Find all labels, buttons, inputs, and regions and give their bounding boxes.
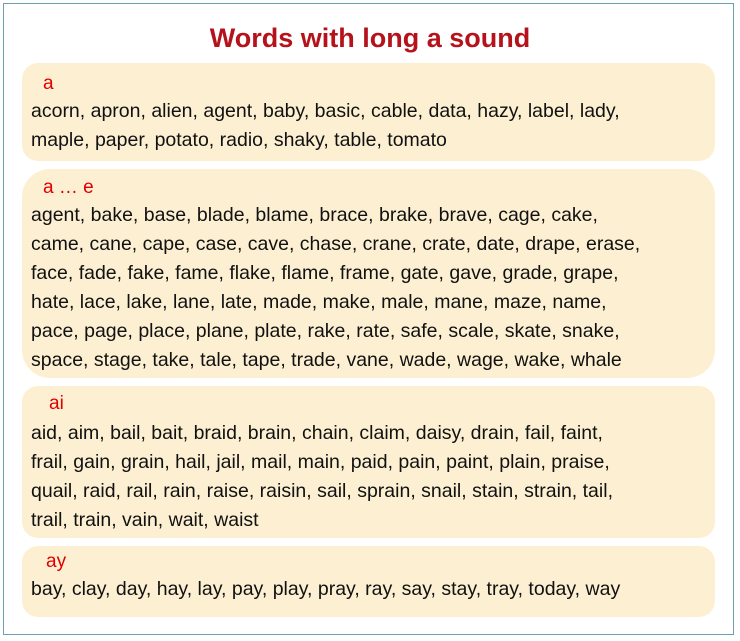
word-list: aid, aim, bail, bait, braid, brain, chain, claim, daisy, drain, fail, faint, frail, gain, grain, hail, jail, mail, main, paid, pain, paint, plain, praise, quail, raid, rail, rain, raise, raisin, sail, sprain, snail, stain, strain, tail, trail, train, vain, wait, waist [31,422,613,531]
section-ay [22,546,715,617]
word-list: agent, bake, base, blade, blame, brace, brake, brave, cage, cake, came, cane, cape, case, cave, chase, crane, crate, date, drape, erase, face, fade, fake, fame, flake, flame, frame, gate, gave, grade, grape, hate, lace, lake, lane, late, made, make, male, mane, maze, name, pace, page, place, plane, plate, rake, rate, safe, scale, skate, snake, space, stage, take, tale, tape, trade, vane, wade, wage, wake, whale [31,204,641,371]
section-label: a … e [43,177,94,198]
section-ai [22,386,715,538]
section-a-e [22,169,715,378]
word-list: acorn, apron, alien, agent, baby, basic, cable, data, hazy, label, lady, maple, paper, potato, radio, shaky, table, tomato [31,100,620,151]
word-list: bay, clay, day, hay, lay, pay, play, pray, ray, say, stay, tray, today, way [31,578,621,600]
section-label: ai [49,393,64,414]
section-label: ay [46,551,67,572]
page-title: Words with long a sound [209,23,531,53]
section-a [22,63,715,161]
section-label: a [43,73,54,94]
